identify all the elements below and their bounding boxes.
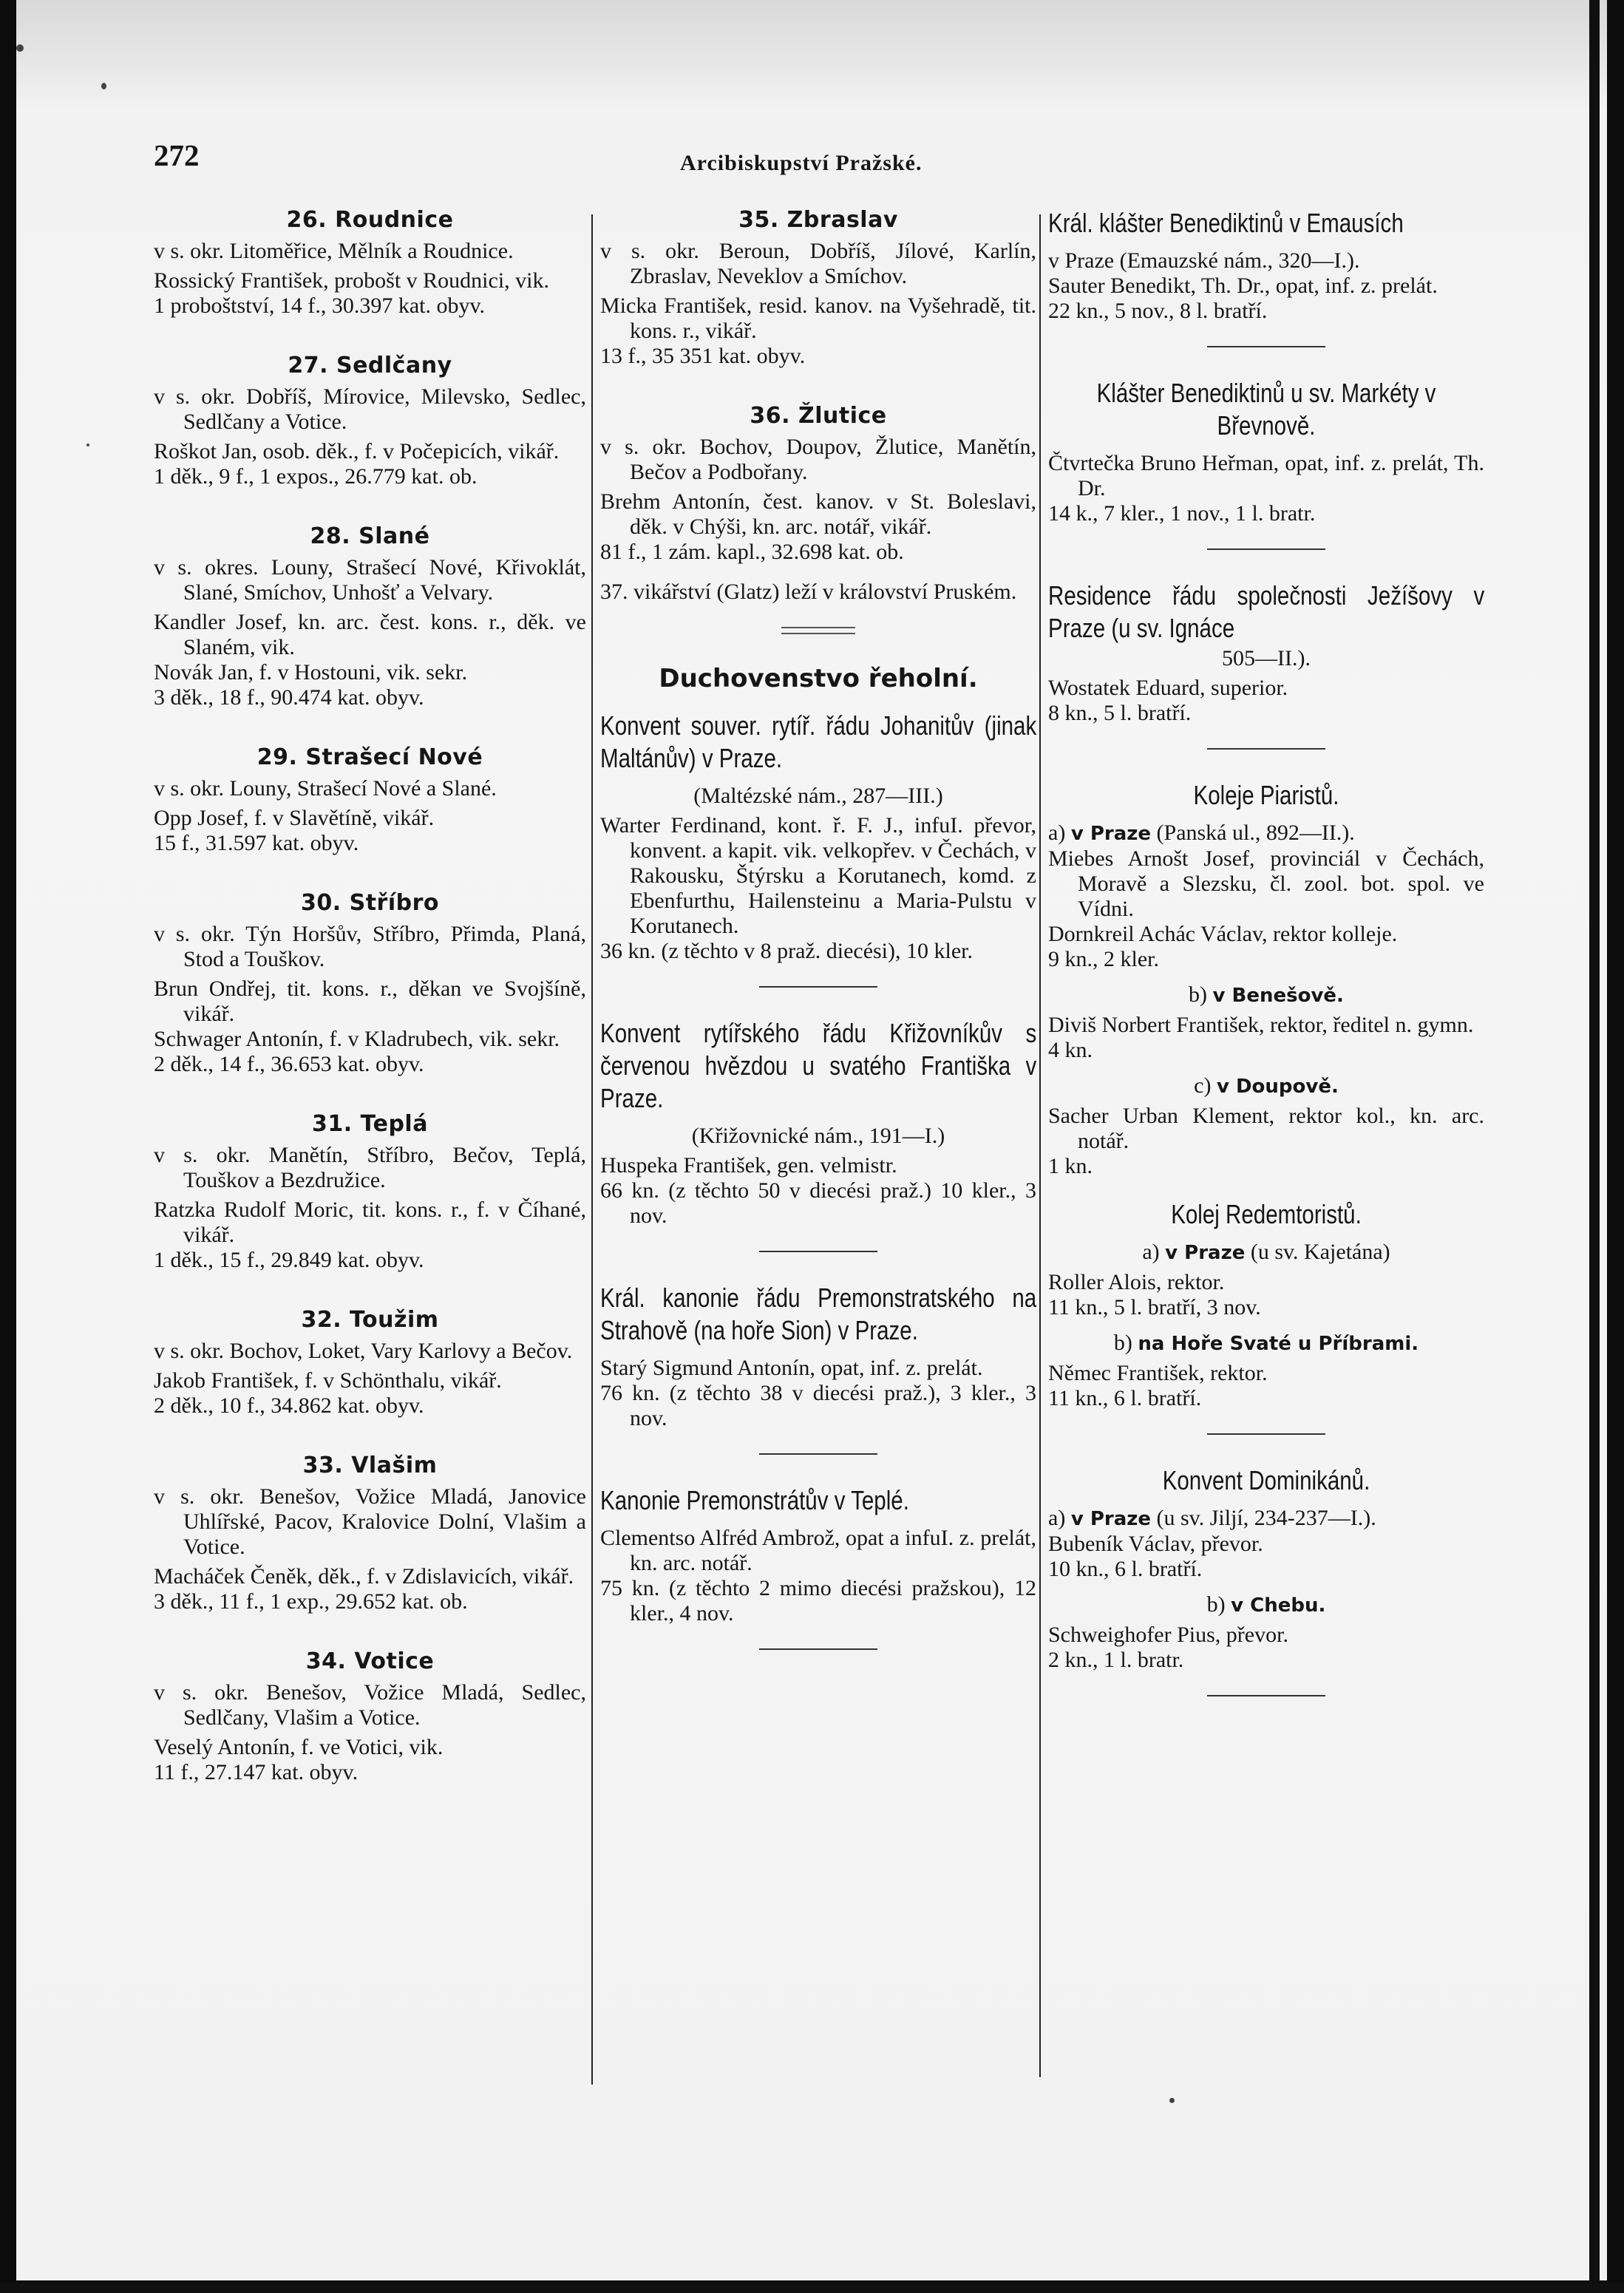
clergy-entry: Němec František, rektor. <box>1048 1361 1268 1385</box>
statistics: 1 kn. <box>1048 1154 1093 1178</box>
scan-border-bottom <box>0 2283 1624 2293</box>
branch-place: na Hoře Svaté u Příbrami. <box>1138 1333 1419 1355</box>
clergy-entry: Schweighofer Pius, převor. <box>1048 1623 1288 1647</box>
divider <box>759 986 877 988</box>
district-list: v s. okr. Litoměřice, Mělník a Roudnice. <box>154 239 514 263</box>
order-address: (Maltézské nám., 287—III.) <box>693 784 943 808</box>
order-title: Kolej Redemtoristů. <box>1171 1199 1362 1229</box>
divider <box>1207 1695 1325 1696</box>
branch-label: a) <box>1048 821 1066 845</box>
statistics: 1 děk., 9 f., 1 expos., 26.779 kat. ob. <box>154 464 478 489</box>
divider <box>759 1648 877 1650</box>
statistics: 11 f., 27.147 kat. obyv. <box>154 1760 359 1784</box>
speck <box>1169 2098 1175 2103</box>
order-entry <box>1048 1198 1484 1411</box>
statistics: 1 proboštství, 14 f., 30.397 kat. obyv. <box>154 293 486 318</box>
district-list: v s. okr. Bochov, Loket, Vary Karlovy a Bečov. <box>154 1339 573 1363</box>
page-number: 272 <box>154 138 200 172</box>
branch-label: c) <box>1194 1073 1212 1098</box>
order-entry <box>1048 779 1484 1179</box>
section-title: 30. Stříbro <box>301 890 439 916</box>
clergy-entry: Dornkreil Achác Václav, rektor kolleje. <box>1048 922 1398 946</box>
section-title: 26. Roudnice <box>286 207 454 233</box>
section-title: 31. Teplá <box>312 1111 428 1137</box>
clergy-entry: Macháček Čeněk, děk., f. v Zdislavicích, vikář. <box>154 1564 574 1589</box>
divider <box>1207 346 1325 347</box>
divider <box>781 627 855 634</box>
district-list: v s. okr. Bochov, Doupov, Žlutice, Manětín, Bečov a Podbořany. <box>600 435 1036 484</box>
branch-line <box>1048 1506 1484 1532</box>
statistics: 11 kn., 6 l. bratří. <box>1048 1386 1202 1410</box>
divider <box>1207 748 1325 750</box>
deanery-entry <box>154 1307 586 1419</box>
deanery-entry <box>154 1648 586 1785</box>
statistics: 1 děk., 15 f., 29.849 kat. obyv. <box>154 1248 424 1272</box>
order-title: Konvent souver. rytíř. řádu Johanitův (jinak Maltánův) v Praze. <box>600 710 1037 773</box>
order-entry <box>600 1017 1036 1229</box>
order-title: Konvent Dominikánů. <box>1162 1465 1370 1495</box>
district-list: v s. okr. Manětín, Stříbro, Bečov, Teplá, Touškov a Bezdružice. <box>154 1143 586 1192</box>
statistics: 9 kn., 2 kler. <box>1048 947 1159 971</box>
clergy-entry: Ratzka Rudolf Moric, tit. kons. r., f. v Číhané, vikář. <box>154 1198 586 1247</box>
clergy-entry: Sauter Benedikt, Th. Dr., opat, inf. z. prelát. <box>1048 274 1438 298</box>
deanery-entry <box>154 523 586 710</box>
section-title: 34. Votice <box>305 1648 435 1674</box>
deanery-entry <box>600 403 1036 565</box>
branch-line <box>1048 1331 1484 1356</box>
section-title: 33. Vlašim <box>302 1453 438 1478</box>
branch-place: v Doupově. <box>1216 1076 1339 1098</box>
clergy-entry: Miebes Arnošt Josef, provinciál v Čechách, Moravě a Slezsku, čl. zool. bot. spol. ve Vídni. <box>1048 846 1484 921</box>
order-entry <box>1048 377 1484 526</box>
branch-line <box>1048 1240 1484 1266</box>
statistics: 2 děk., 10 f., 34.862 kat. obyv. <box>154 1393 424 1418</box>
branch-place: v Chebu. <box>1231 1594 1326 1617</box>
deanery-entry <box>154 353 586 489</box>
clergy-entry: Wostatek Eduard, superior. <box>1048 676 1288 700</box>
statistics: 13 f., 35 351 kat. obyv. <box>600 344 806 368</box>
branch-place: v Praze <box>1070 1508 1152 1530</box>
district-list: v s. okr. Týn Horšův, Stříbro, Přimda, Planá, Stod a Touškov. <box>154 922 586 971</box>
district-list: v s. okr. Benešov, Vožice Mladá, Janovice Uhlířské, Pacov, Kralovice Dolní, Vlašim a Votice. <box>154 1484 586 1559</box>
branch-label: a) <box>1048 1506 1066 1530</box>
column-2 <box>600 207 1036 1679</box>
district-list: v s. okr. Beroun, Dobříš, Jílové, Karlín, Zbraslav, Neveklov a Smíchov. <box>600 239 1036 288</box>
order-address: 505—II.). <box>1222 646 1311 670</box>
deanery-entry <box>154 1453 586 1614</box>
order-title: Král. kanonie řádu Premonstratského na Strahově (na hoře Sion) v Praze. <box>600 1283 1037 1345</box>
clergy-entry: Roller Alois, rektor. <box>1048 1270 1225 1294</box>
branch-label: a) <box>1142 1240 1160 1264</box>
column-3 <box>1048 207 1484 1726</box>
section-title: 35. Zbraslav <box>738 207 898 233</box>
divider <box>759 1453 877 1455</box>
statistics: 10 kn., 6 l. bratří. <box>1048 1557 1203 1581</box>
statistics: 8 kn., 5 l. bratří. <box>1048 701 1192 725</box>
column-divider <box>591 214 593 2085</box>
branch-address: (u sv. Kajetána) <box>1250 1240 1390 1264</box>
section-title: 29. Strašecí Nové <box>256 744 483 770</box>
clergy-entry: Diviš Norbert František, rektor, ředitel n. gymn. <box>1048 1013 1474 1037</box>
order-entry <box>1048 207 1484 324</box>
statistics: 75 kn. (z těchto 2 mimo diecési pražskou), 12 kler., 4 nov. <box>600 1576 1036 1626</box>
clergy-entry: Novák Jan, f. v Hostouni, vik. sekr. <box>154 660 468 684</box>
branch-line <box>1048 1592 1484 1618</box>
statistics: 2 kn., 1 l. bratr. <box>1048 1648 1184 1672</box>
branch-label: b) <box>1206 1592 1226 1617</box>
clergy-entry: Warter Ferdinand, kont. ř. F. J., infuI. převor, konvent. a kapit. vik. velkopřev. v Čechách, v Rakousku, Štýrsku a Korutanech, komd. z Ebenfurthu, Hailensteinu a Maria-Pulstu v Korutanech. <box>600 813 1036 938</box>
statistics: 66 kn. (z těchto 50 v diecési praž.) 10 kler., 3 nov. <box>600 1178 1036 1228</box>
section-title: 32. Toužim <box>301 1307 439 1333</box>
statistics: 4 kn. <box>1048 1038 1093 1062</box>
statistics: 76 kn. (z těchto 38 v diecési praž.), 3 kler., 3 nov. <box>600 1381 1036 1430</box>
order-title: Koleje Piaristů. <box>1193 780 1339 810</box>
branch-place: v Praze <box>1070 823 1152 845</box>
branch-line <box>1048 821 1484 846</box>
clergy-entry: Micka František, resid. kanov. na Vyšehradě, tit. kons. r., vikář. <box>600 293 1036 343</box>
clergy-entry: Rossický František, probošt v Roudnici, vik. <box>154 268 549 293</box>
district-list: v s. okres. Louny, Strašecí Nové, Křivoklát, Slané, Smíchov, Unhošť a Velvary. <box>154 555 586 605</box>
speck <box>86 444 89 446</box>
clergy-entry: Brehm Antonín, čest. kanov. v St. Boleslavi, děk. v Chýši, kn. arc. notář, vikář. <box>600 489 1036 539</box>
clergy-entry: Opp Josef, f. v Slavětíně, vikář. <box>154 806 435 830</box>
statistics: 14 k., 7 kler., 1 nov., 1 l. bratr. <box>1048 501 1316 526</box>
order-title: Konvent rytířského řádu Křižovníkův s červenou hvězdou u svatého Františka v Praze. <box>600 1018 1037 1113</box>
branch-place: v Praze <box>1165 1242 1246 1264</box>
district-list: v s. okr. Dobříš, Mírovice, Milevsko, Sedlec, Sedlčany a Votice. <box>154 384 586 434</box>
clergy-entry: Brun Ondřej, tit. kons. r., děkan ve Svojšíně, vikář. <box>154 976 586 1026</box>
branch-line <box>1048 1073 1484 1099</box>
order-entry <box>1048 580 1484 726</box>
district-list: v s. okr. Louny, Strašecí Nové a Slané. <box>154 776 497 801</box>
divider <box>1207 548 1325 550</box>
divider <box>759 1251 877 1252</box>
statistics: 3 děk., 11 f., 1 exp., 29.652 kat. ob. <box>154 1589 468 1614</box>
order-title: Klášter Benediktinů u sv. Markéty v Břevnově. <box>1096 378 1436 441</box>
order-entry <box>600 710 1036 964</box>
statistics: 81 f., 1 zám. kapl., 32.698 kat. ob. <box>600 540 904 564</box>
order-title: Kanonie Premonstrátův v Teplé. <box>600 1485 909 1515</box>
statistics: 3 děk., 18 f., 90.474 kat. obyv. <box>154 685 424 710</box>
scan-border-right <box>1589 0 1600 2293</box>
statistics: 15 f., 31.597 kat. obyv. <box>154 831 359 855</box>
running-head: Arcibiskupství Pražské. <box>680 151 923 175</box>
branch-line <box>1048 982 1484 1008</box>
order-address: v Praze (Emauzské nám., 320—I.). <box>1048 248 1360 273</box>
order-title: Král. klášter Benediktinů v Emausích <box>1048 208 1404 238</box>
speck <box>16 44 24 52</box>
section-title: 27. Sedlčany <box>288 353 452 378</box>
branch-label: b) <box>1113 1331 1132 1355</box>
deanery-entry <box>154 207 586 319</box>
order-entry <box>600 1484 1036 1626</box>
statistics: 22 kn., 5 nov., 8 l. bratří. <box>1048 299 1268 323</box>
clergy-entry: Roškot Jan, osob. děk., f. v Počepicích, vikář. <box>154 439 560 463</box>
section-title: 36. Žlutice <box>750 403 887 429</box>
clergy-entry: Huspeka František, gen. velmistr. <box>600 1153 897 1178</box>
branch-address: (Panská ul., 892—II.). <box>1156 821 1355 845</box>
speck <box>101 83 106 89</box>
order-title: Residence řádu společnosti Ježíšovy v Praze (u sv. Ignáce <box>1048 580 1485 643</box>
clergy-entry: Clementso Alfréd Ambrož, opat a infuI. z. prelát, kn. arc. notář. <box>600 1526 1036 1575</box>
order-address: (Křižovnické nám., 191—I.) <box>691 1124 945 1148</box>
column-1 <box>154 207 586 1819</box>
district-list: v s. okr. Benešov, Vožice Mladá, Sedlec, Sedlčany, Vlašim a Votice. <box>154 1680 586 1730</box>
clergy-entry: Kandler Josef, kn. arc. čest. kons. r., děk. ve Slaném, vik. <box>154 610 586 659</box>
deanery-entry <box>154 1111 586 1273</box>
clergy-entry: Jakob František, f. v Schönthalu, vikář. <box>154 1368 502 1393</box>
clergy-entry: Sacher Urban Klement, rektor kol., kn. arc. notář. <box>1048 1104 1484 1153</box>
part-heading: Duchovenstvo řeholní. <box>659 664 978 693</box>
deanery-entry <box>154 744 586 856</box>
clergy-entry: Čtvrtečka Bruno Heřman, opat, inf. z. prelát, Th. Dr. <box>1048 451 1484 500</box>
deanery-entry <box>600 207 1036 369</box>
branch-address: (u sv. Jiljí, 234-237—I.). <box>1156 1506 1376 1530</box>
clergy-entry: Schwager Antonín, f. v Kladrubech, vik. sekr. <box>154 1027 560 1051</box>
statistics: 36 kn. (z těchto v 8 praž. diecési), 10 kler. <box>600 939 973 963</box>
section-title: 28. Slané <box>310 523 430 549</box>
statistics: 2 děk., 14 f., 36.653 kat. obyv. <box>154 1052 424 1076</box>
order-entry <box>1048 1464 1484 1673</box>
order-entry <box>600 1282 1036 1431</box>
note: 37. vikářství (Glatz) leží v království Pruském. <box>600 580 1017 604</box>
branch-place: v Benešově. <box>1212 985 1344 1007</box>
divider <box>1207 1433 1325 1435</box>
clergy-entry: Starý Sigmund Antonín, opat, inf. z. prelát. <box>600 1356 983 1380</box>
deanery-entry <box>154 890 586 1077</box>
clergy-entry: Veselý Antonín, f. ve Votici, vik. <box>154 1735 444 1759</box>
clergy-entry: Bubeník Václav, převor. <box>1048 1532 1263 1556</box>
column-divider <box>1039 214 1041 2077</box>
branch-label: b) <box>1189 982 1208 1007</box>
statistics: 11 kn., 5 l. bratří, 3 nov. <box>1048 1295 1261 1319</box>
